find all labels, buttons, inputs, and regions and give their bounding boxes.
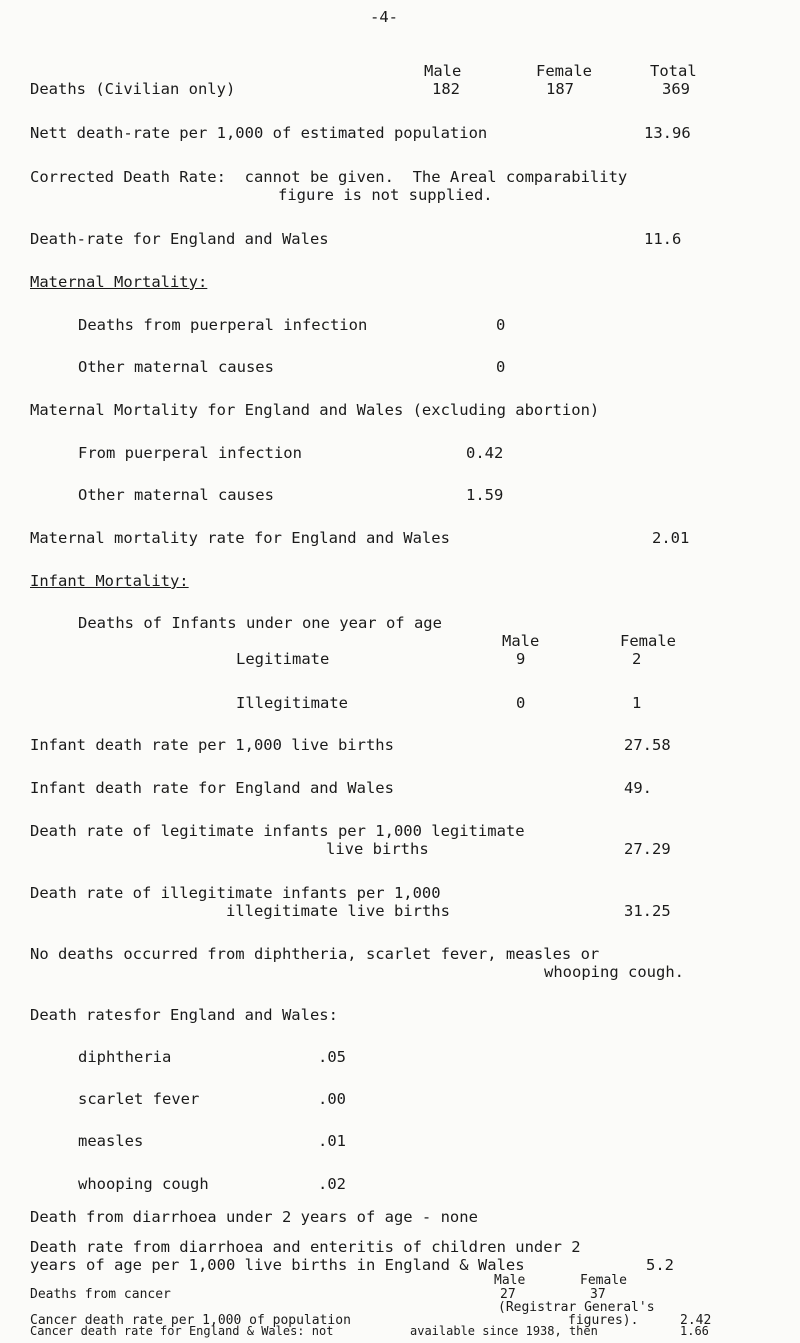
infant-col-female: Female (620, 632, 676, 650)
page-number: -4- (370, 8, 398, 26)
deaths-total: 369 (662, 80, 690, 98)
infant-under-one-label: Deaths of Infants under one year of age (78, 614, 442, 632)
maternal-ew-heading: Maternal Mortality for England and Wales (excluding abortion) (30, 401, 600, 419)
disease-rate-label: whooping cough (78, 1175, 209, 1193)
maternal-puerperal-label: Deaths from puerperal infection (78, 316, 368, 334)
ew-disease-rates-heading: Death ratesfor England and Wales: (30, 1006, 338, 1024)
cancer-male: 27 (500, 1287, 516, 1302)
deaths-male: 182 (432, 80, 460, 98)
infant-col-male: Male (502, 632, 540, 650)
maternal-mortality-heading: Maternal Mortality: (30, 273, 208, 291)
deaths-col-total: Total (650, 62, 697, 80)
illegit-rate-line2: illegitimate live births (226, 902, 450, 920)
disease-rate-value: .02 (318, 1175, 346, 1193)
cancer-ew-value: 1.66 (680, 1324, 709, 1338)
infant-legit-male: 9 (516, 650, 526, 668)
diarrhoea-under2: Death from diarrhoea under 2 years of age - none (30, 1208, 478, 1226)
disease-rate-value: .00 (318, 1090, 346, 1108)
diarrhoea-ew-value: 5.2 (646, 1256, 674, 1274)
disease-rate-label: scarlet fever (78, 1090, 200, 1108)
maternal-ew-rate-value: 2.01 (652, 529, 690, 547)
no-deaths-line1: No deaths occurred from diphtheria, scarlet fever, measles or (30, 945, 600, 963)
illegit-rate-line1: Death rate of illegitimate infants per 1,000 (30, 884, 441, 902)
illegit-rate-value: 31.25 (624, 902, 671, 920)
legit-rate-value: 27.29 (624, 840, 671, 858)
deaths-col-female: Female (536, 62, 592, 80)
infant-illegit-label: Illegitimate (236, 694, 348, 712)
legit-rate-line2: live births (326, 840, 429, 858)
corrected-death-rate-line1: Corrected Death Rate: cannot be given. The Areal comparability (30, 168, 628, 186)
ew-death-rate-value: 11.6 (644, 230, 682, 248)
maternal-ew-puerperal-label: From puerperal infection (78, 444, 302, 462)
cancer-rate-value: 2.42 (680, 1313, 712, 1328)
disease-rate-label: measles (78, 1132, 144, 1150)
maternal-other-value: 0 (496, 358, 506, 376)
infant-mortality-heading: Infant Mortality: (30, 572, 189, 590)
cancer-label: Deaths from cancer (30, 1287, 171, 1302)
cancer-note-line1: (Registrar General's (498, 1300, 655, 1315)
infant-illegit-male: 0 (516, 694, 526, 712)
disease-rate-label: diphtheria (78, 1048, 172, 1066)
maternal-ew-other-value: 1.59 (466, 486, 504, 504)
cancer-ew-line2: available since 1938, then (410, 1324, 598, 1338)
maternal-ew-puerperal-value: 0.42 (466, 444, 504, 462)
diarrhoea-ew-line2: years of age per 1,000 live births in England & Wales (30, 1256, 525, 1274)
cancer-female: 37 (590, 1287, 606, 1302)
deaths-col-male: Male (424, 62, 462, 80)
legit-rate-line1: Death rate of legitimate infants per 1,000 legitimate (30, 822, 525, 840)
infant-legit-female: 2 (632, 650, 642, 668)
infant-rate-value: 27.58 (624, 736, 671, 754)
disease-rate-value: .01 (318, 1132, 346, 1150)
corrected-death-rate-line2: figure is not supplied. (278, 186, 493, 204)
cancer-col-male: Male (494, 1273, 526, 1288)
infant-rate-label: Infant death rate per 1,000 live births (30, 736, 394, 754)
maternal-other-label: Other maternal causes (78, 358, 274, 376)
ew-death-rate-label: Death-rate for England and Wales (30, 230, 329, 248)
maternal-puerperal-value: 0 (496, 316, 506, 334)
infant-ew-rate-value: 49. (624, 779, 652, 797)
nett-death-rate-value: 13.96 (644, 124, 691, 142)
deaths-female: 187 (546, 80, 574, 98)
disease-rate-value: .05 (318, 1048, 346, 1066)
infant-legit-label: Legitimate (236, 650, 330, 668)
maternal-ew-rate-label: Maternal mortality rate for England and Wales (30, 529, 450, 547)
nett-death-rate-label: Nett death-rate per 1,000 of estimated population (30, 124, 488, 142)
cancer-note-line2: figures). (568, 1313, 639, 1328)
infant-ew-rate-label: Infant death rate for England and Wales (30, 779, 394, 797)
cancer-col-female: Female (580, 1273, 627, 1288)
cancer-rate-label: Cancer death rate per 1,000 of population (30, 1313, 351, 1328)
maternal-ew-other-label: Other maternal causes (78, 486, 274, 504)
diarrhoea-ew-line1: Death rate from diarrhoea and enteritis of children under 2 (30, 1238, 581, 1256)
deaths-label: Deaths (Civilian only) (30, 80, 236, 98)
cancer-ew-line1: Cancer death rate for England & Wales: not (30, 1324, 334, 1338)
no-deaths-line2: whooping cough. (544, 963, 684, 981)
infant-illegit-female: 1 (632, 694, 642, 712)
